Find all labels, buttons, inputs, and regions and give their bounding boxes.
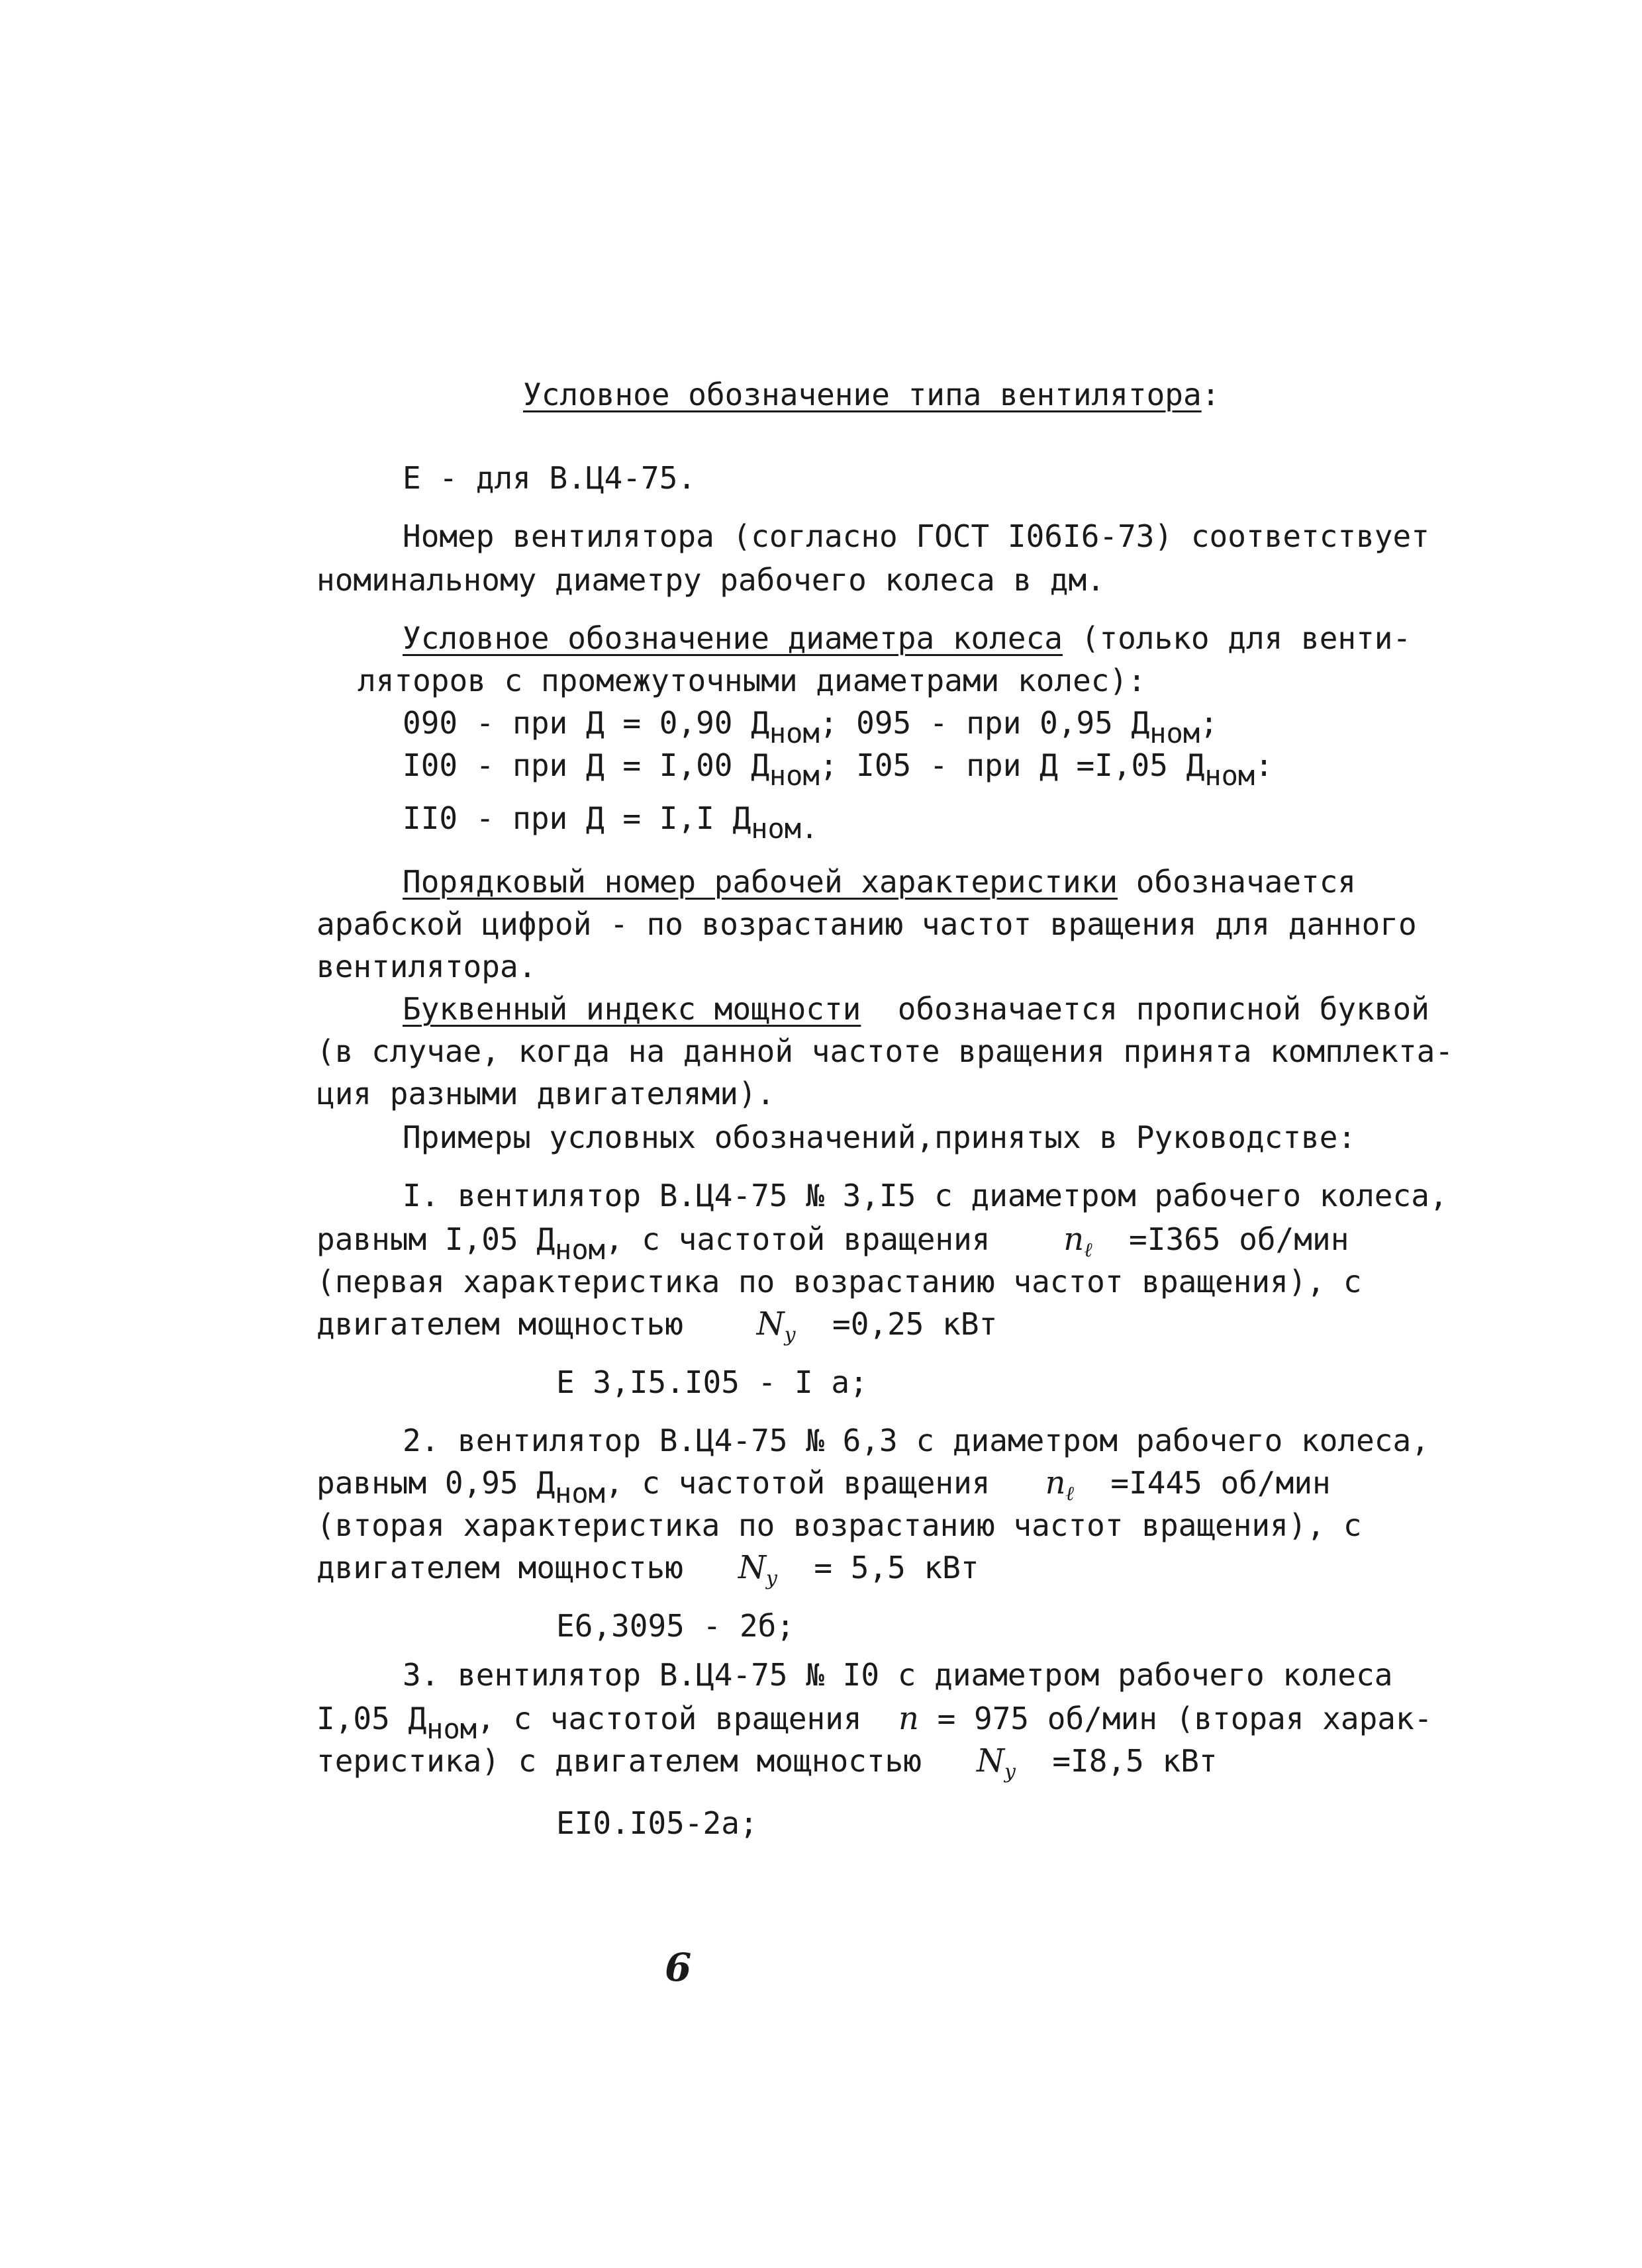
diameter-110-line	[403, 798, 818, 849]
ex3-l3-b: =I8,5 кВт	[1015, 1743, 1218, 1779]
d100-sub: ном	[769, 759, 820, 792]
examples-intro: Примеры условных обозначений,принятых в Руководстве:	[403, 1119, 1357, 1155]
ex1-l4-b: =0,25 кВт	[795, 1306, 998, 1342]
example-2-line-1: 2. вентилятор В.Ц4-75 № 6,3 с диаметром рабочего колеса,	[403, 1423, 1429, 1458]
ex3-N-sub: y	[1004, 1760, 1016, 1783]
ex3-l3-a: теристика) с двигателем мощностью	[316, 1743, 977, 1779]
ex2-l2-c: =I445 об/мин	[1073, 1465, 1331, 1501]
type-letter-line: Е - для В.Ц4-75.	[403, 460, 697, 496]
fan-number-line-1: Номер вентилятора (согласно ГОСТ I06I6-73) соответствует	[403, 518, 1429, 554]
power-line-3: ция разными двигателями).	[316, 1076, 775, 1111]
characteristic-heading-line	[403, 862, 1356, 902]
ex2-l2-a: равным 0,95 Д	[316, 1465, 555, 1501]
power-heading-line	[403, 989, 1429, 1029]
ex1-l2-sub: ном	[555, 1233, 605, 1266]
page-number: 6	[665, 1945, 692, 1990]
ex1-N-symbol: N	[756, 1305, 785, 1343]
example-2-line-3: (вторая характеристика по возрастанию частот вращения), с	[316, 1507, 1362, 1543]
example-1-line-4	[316, 1304, 997, 1355]
d100-text: I00 - при Д = I,00 Д	[403, 747, 769, 783]
ex2-N-sub: y	[765, 1567, 777, 1590]
characteristic-line-2: арабской цифрой - по возрастанию частот вращения для данного	[316, 906, 1417, 942]
ex2-n-sub: ℓ	[1065, 1482, 1074, 1505]
ex1-n-sub: ℓ	[1084, 1239, 1092, 1262]
ex1-l4-a: двигателем мощностью	[316, 1306, 757, 1342]
ex2-l4-b: = 5,5 кВт	[777, 1550, 979, 1585]
d090-text: 090 - при Д = 0,90 Д	[403, 705, 769, 741]
example-1-code: Е 3,I5.I05 - I а;	[556, 1364, 868, 1400]
example-2-code: Е6,3095 - 2б;	[556, 1608, 795, 1644]
power-heading: Буквенный индекс мощности	[403, 991, 861, 1027]
d090-sub: ном	[769, 717, 820, 749]
power-line-2: (в случае, когда на данной частоте вращения принята комплекта-	[316, 1033, 1454, 1069]
characteristic-heading-rest: обозначается	[1118, 864, 1357, 900]
fan-number-line-2: номинальному диаметру рабочего колеса в дм.	[316, 562, 1105, 598]
ex2-l2-b: , с частотой вращения	[604, 1465, 1045, 1501]
ex3-n-symbol: n	[898, 1700, 919, 1737]
d105-sub: ном	[1204, 759, 1255, 792]
example-3-line-1: 3. вентилятор В.Ц4-75 № I0 с диаметром рабочего колеса	[403, 1657, 1393, 1693]
ex3-l2-a: I,05 Д	[316, 1701, 427, 1736]
diameter-heading-line	[403, 618, 1411, 658]
ex1-N-sub: y	[784, 1323, 796, 1347]
d110-sub: ном.	[751, 812, 818, 845]
d095-sub: ном	[1149, 717, 1200, 749]
ex2-l4-a: двигателем мощностью	[316, 1550, 738, 1585]
diameter-heading-rest: (только для венти-	[1063, 620, 1412, 656]
example-3-line-3	[316, 1741, 1218, 1792]
example-2-line-4	[316, 1548, 979, 1599]
ex1-l2-b: , с частотой вращения	[604, 1221, 1064, 1257]
example-3-code: ЕI0.I05-2а;	[556, 1805, 758, 1841]
ex1-l2-a: равным I,05 Д	[316, 1221, 555, 1257]
d095-text: ; 095 - при 0,95 Д	[819, 705, 1150, 741]
ex3-l2-sub: ном	[426, 1713, 477, 1745]
ex2-N-symbol: N	[738, 1549, 766, 1586]
ex1-l2-c: =I365 об/мин	[1092, 1221, 1349, 1257]
characteristic-line-3: вентилятора.	[316, 949, 537, 984]
ex1-n-symbol: n	[1063, 1221, 1085, 1258]
title-text: Условное обозначение типа вентилятора	[523, 377, 1202, 412]
diameter-100-line	[403, 745, 1273, 796]
d095-tail: ;	[1200, 705, 1218, 741]
ex3-l2-b: , с частотой вращения	[477, 1701, 899, 1736]
characteristic-heading: Порядковый номер рабочей характеристики	[403, 864, 1118, 900]
title-colon: :	[1201, 377, 1220, 412]
example-1-line-3: (первая характеристика по возрастанию частот вращения), с	[316, 1264, 1362, 1299]
page-title	[523, 375, 1220, 414]
ex3-l2-c: = 975 об/мин (вторая харак-	[918, 1701, 1433, 1736]
ex2-n-symbol: n	[1045, 1464, 1066, 1501]
example-1-line-1: I. вентилятор В.Ц4-75 № 3,I5 с диаметром рабочего колеса,	[403, 1178, 1448, 1213]
diameter-line-2: ляторов с промежуточными диаметрами колес):	[358, 663, 1146, 698]
ex3-N-symbol: N	[977, 1742, 1004, 1779]
d110-text: II0 - при Д = I,I Д	[403, 800, 751, 836]
d105-tail: :	[1255, 747, 1273, 783]
ex2-l2-sub: ном	[555, 1477, 605, 1509]
d105-text: ; I05 - при Д =I,05 Д	[819, 747, 1205, 783]
diameter-heading: Условное обозначение диаметра колеса	[403, 620, 1063, 656]
power-heading-rest: обозначается прописной буквой	[861, 991, 1429, 1027]
